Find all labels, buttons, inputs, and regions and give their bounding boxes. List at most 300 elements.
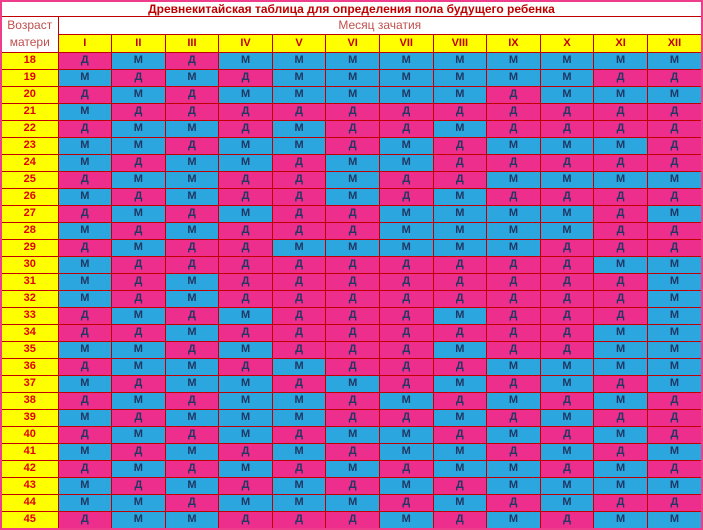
gender-cell-girl: Д xyxy=(540,426,594,443)
gender-cell-girl: Д xyxy=(540,511,594,528)
age-cell: 26 xyxy=(2,188,58,205)
gender-cell-boy: М xyxy=(540,69,594,86)
gender-cell-girl: Д xyxy=(326,324,380,341)
gender-cell-boy: М xyxy=(433,120,487,137)
gender-cell-girl: Д xyxy=(594,443,648,460)
age-cell: 32 xyxy=(2,290,58,307)
gender-cell-boy: М xyxy=(219,307,273,324)
gender-cell-boy: М xyxy=(540,222,594,239)
gender-cell-girl: Д xyxy=(58,86,112,103)
gender-cell-girl: Д xyxy=(594,188,648,205)
table-row-age-39 xyxy=(2,409,701,426)
gender-cell-boy: М xyxy=(647,375,701,392)
gender-cell-boy: М xyxy=(58,69,112,86)
month-header-6: VI xyxy=(326,34,380,52)
gender-cell-girl: Д xyxy=(540,256,594,273)
gender-cell-girl: Д xyxy=(433,137,487,154)
gender-cell-boy: М xyxy=(433,494,487,511)
gender-cell-girl: Д xyxy=(112,69,166,86)
gender-cell-boy: М xyxy=(58,477,112,494)
age-cell: 44 xyxy=(2,494,58,511)
gender-cell-boy: М xyxy=(219,52,273,69)
table-row-age-26 xyxy=(2,188,701,205)
gender-cell-boy: М xyxy=(326,171,380,188)
gender-cell-boy: М xyxy=(647,511,701,528)
gender-cell-girl: Д xyxy=(272,205,326,222)
gender-cell-girl: Д xyxy=(272,256,326,273)
gender-cell-girl: Д xyxy=(433,324,487,341)
corner-header-line1: Возраст xyxy=(7,18,53,32)
gender-cell-girl: Д xyxy=(379,324,433,341)
gender-cell-boy: М xyxy=(326,69,380,86)
age-cell: 19 xyxy=(2,69,58,86)
gender-cell-boy: М xyxy=(326,239,380,256)
gender-cell-girl: Д xyxy=(165,426,219,443)
gender-cell-boy: М xyxy=(272,443,326,460)
gender-cell-boy: М xyxy=(647,273,701,290)
gender-cell-boy: М xyxy=(487,239,541,256)
gender-cell-girl: Д xyxy=(219,273,273,290)
gender-cell-girl: Д xyxy=(219,477,273,494)
gender-cell-girl: Д xyxy=(326,443,380,460)
age-cell: 39 xyxy=(2,409,58,426)
age-cell: 42 xyxy=(2,460,58,477)
table-row-age-43 xyxy=(2,477,701,494)
gender-cell-girl: Д xyxy=(379,290,433,307)
age-cell: 24 xyxy=(2,154,58,171)
age-cell: 34 xyxy=(2,324,58,341)
gender-cell-girl: Д xyxy=(379,171,433,188)
gender-cell-boy: М xyxy=(219,375,273,392)
age-cell: 20 xyxy=(2,86,58,103)
gender-cell-boy: М xyxy=(379,443,433,460)
gender-cell-girl: Д xyxy=(165,103,219,120)
age-cell: 30 xyxy=(2,256,58,273)
table-row-age-28 xyxy=(2,222,701,239)
table-row-age-20 xyxy=(2,86,701,103)
gender-cell-boy: М xyxy=(272,86,326,103)
gender-cell-girl: Д xyxy=(379,307,433,324)
gender-cell-girl: Д xyxy=(219,171,273,188)
gender-cell-girl: Д xyxy=(647,494,701,511)
gender-cell-boy: М xyxy=(433,222,487,239)
gender-cell-girl: Д xyxy=(379,341,433,358)
gender-cell-girl: Д xyxy=(647,103,701,120)
gender-cell-girl: Д xyxy=(58,324,112,341)
gender-cell-girl: Д xyxy=(58,171,112,188)
gender-cell-boy: М xyxy=(165,120,219,137)
gender-cell-boy: М xyxy=(165,324,219,341)
gender-cell-boy: М xyxy=(647,341,701,358)
gender-cell-boy: М xyxy=(540,86,594,103)
gender-cell-boy: М xyxy=(112,341,166,358)
gender-cell-girl: Д xyxy=(594,409,648,426)
gender-cell-boy: М xyxy=(647,205,701,222)
gender-cell-girl: Д xyxy=(219,443,273,460)
gender-cell-girl: Д xyxy=(165,137,219,154)
gender-cell-girl: Д xyxy=(540,460,594,477)
gender-cell-girl: Д xyxy=(58,52,112,69)
month-header-9: IX xyxy=(487,34,541,52)
gender-cell-boy: М xyxy=(594,86,648,103)
gender-cell-girl: Д xyxy=(272,188,326,205)
gender-cell-boy: М xyxy=(433,205,487,222)
gender-cell-girl: Д xyxy=(379,188,433,205)
gender-cell-boy: М xyxy=(272,137,326,154)
gender-cell-boy: М xyxy=(112,137,166,154)
gender-cell-boy: М xyxy=(326,494,380,511)
gender-cell-boy: М xyxy=(112,52,166,69)
gender-cell-girl: Д xyxy=(540,392,594,409)
gender-cell-girl: Д xyxy=(647,137,701,154)
gender-cell-girl: Д xyxy=(272,426,326,443)
gender-cell-girl: Д xyxy=(379,256,433,273)
gender-cell-boy: М xyxy=(594,341,648,358)
gender-cell-girl: Д xyxy=(540,290,594,307)
gender-cell-girl: Д xyxy=(487,86,541,103)
gender-cell-girl: Д xyxy=(326,477,380,494)
gender-cell-girl: Д xyxy=(58,460,112,477)
gender-cell-boy: М xyxy=(326,426,380,443)
gender-cell-boy: М xyxy=(647,290,701,307)
gender-cell-boy: М xyxy=(165,477,219,494)
gender-cell-girl: Д xyxy=(487,273,541,290)
table-row-age-32 xyxy=(2,290,701,307)
gender-cell-girl: Д xyxy=(272,290,326,307)
gender-cell-girl: Д xyxy=(379,409,433,426)
gender-cell-boy: М xyxy=(112,171,166,188)
gender-cell-boy: М xyxy=(647,256,701,273)
gender-cell-boy: М xyxy=(487,426,541,443)
gender-cell-girl: Д xyxy=(219,188,273,205)
gender-cell-boy: М xyxy=(219,494,273,511)
gender-cell-boy: М xyxy=(540,137,594,154)
gender-cell-girl: Д xyxy=(58,392,112,409)
gender-cell-boy: М xyxy=(112,511,166,528)
gender-cell-boy: М xyxy=(219,137,273,154)
gender-cell-girl: Д xyxy=(647,69,701,86)
gender-cell-girl: Д xyxy=(326,256,380,273)
gender-cell-girl: Д xyxy=(487,188,541,205)
gender-cell-boy: М xyxy=(272,69,326,86)
month-header-1: I xyxy=(58,34,112,52)
gender-cell-girl: Д xyxy=(379,375,433,392)
gender-cell-boy: М xyxy=(165,171,219,188)
gender-cell-girl: Д xyxy=(487,307,541,324)
gender-cell-boy: М xyxy=(540,52,594,69)
gender-cell-girl: Д xyxy=(58,205,112,222)
gender-cell-boy: М xyxy=(540,171,594,188)
gender-cell-boy: М xyxy=(540,409,594,426)
gender-cell-girl: Д xyxy=(540,307,594,324)
table-row-age-41 xyxy=(2,443,701,460)
gender-cell-girl: Д xyxy=(272,375,326,392)
gender-cell-boy: М xyxy=(647,52,701,69)
gender-cell-girl: Д xyxy=(433,392,487,409)
gender-cell-boy: М xyxy=(487,511,541,528)
gender-cell-boy: М xyxy=(487,222,541,239)
gender-cell-girl: Д xyxy=(594,494,648,511)
gender-cell-boy: М xyxy=(487,171,541,188)
gender-cell-boy: М xyxy=(326,375,380,392)
gender-cell-boy: М xyxy=(647,443,701,460)
gender-cell-girl: Д xyxy=(112,256,166,273)
table-row-age-33 xyxy=(2,307,701,324)
gender-cell-girl: Д xyxy=(165,341,219,358)
age-cell: 27 xyxy=(2,205,58,222)
gender-cell-girl: Д xyxy=(647,392,701,409)
gender-cell-girl: Д xyxy=(326,511,380,528)
gender-cell-boy: М xyxy=(594,52,648,69)
gender-cell-girl: Д xyxy=(165,86,219,103)
age-cell: 35 xyxy=(2,341,58,358)
gender-cell-girl: Д xyxy=(379,460,433,477)
gender-cell-boy: М xyxy=(379,477,433,494)
gender-cell-girl: Д xyxy=(326,341,380,358)
gender-cell-boy: М xyxy=(165,290,219,307)
table-row-age-36 xyxy=(2,358,701,375)
gender-cell-girl: Д xyxy=(540,341,594,358)
gender-cell-boy: М xyxy=(487,358,541,375)
gender-cell-girl: Д xyxy=(219,69,273,86)
gender-cell-boy: М xyxy=(219,341,273,358)
month-header-7: VII xyxy=(379,34,433,52)
gender-cell-girl: Д xyxy=(647,120,701,137)
gender-cell-boy: М xyxy=(433,86,487,103)
gender-cell-boy: М xyxy=(326,52,380,69)
corner-header-mother-age xyxy=(2,16,58,52)
gender-cell-girl: Д xyxy=(219,222,273,239)
gender-cell-girl: Д xyxy=(647,460,701,477)
gender-cell-boy: М xyxy=(112,358,166,375)
gender-cell-girl: Д xyxy=(272,154,326,171)
gender-cell-boy: М xyxy=(433,409,487,426)
gender-cell-girl: Д xyxy=(58,358,112,375)
gender-cell-boy: М xyxy=(433,188,487,205)
table-row-age-30 xyxy=(2,256,701,273)
table-row-age-23 xyxy=(2,137,701,154)
gender-cell-girl: Д xyxy=(379,273,433,290)
age-cell: 18 xyxy=(2,52,58,69)
gender-cell-girl: Д xyxy=(540,120,594,137)
gender-cell-boy: М xyxy=(165,511,219,528)
gender-cell-girl: Д xyxy=(487,375,541,392)
gender-cell-boy: М xyxy=(165,375,219,392)
table-row-age-37 xyxy=(2,375,701,392)
gender-cell-boy: М xyxy=(58,443,112,460)
gender-cell-boy: М xyxy=(58,103,112,120)
gender-cell-girl: Д xyxy=(594,307,648,324)
gender-cell-boy: М xyxy=(272,52,326,69)
gender-cell-girl: Д xyxy=(58,511,112,528)
table-row-age-38 xyxy=(2,392,701,409)
gender-cell-girl: Д xyxy=(540,324,594,341)
gender-cell-boy: М xyxy=(112,120,166,137)
gender-cell-girl: Д xyxy=(487,443,541,460)
table-row-age-40 xyxy=(2,426,701,443)
gender-cell-boy: М xyxy=(379,511,433,528)
gender-cell-boy: М xyxy=(58,341,112,358)
gender-cell-girl: Д xyxy=(112,154,166,171)
gender-cell-boy: М xyxy=(272,409,326,426)
gender-cell-boy: М xyxy=(165,273,219,290)
gender-cell-girl: Д xyxy=(272,511,326,528)
gender-cell-girl: Д xyxy=(594,239,648,256)
gender-cell-boy: М xyxy=(647,358,701,375)
gender-cell-girl: Д xyxy=(487,494,541,511)
gender-cell-girl: Д xyxy=(326,137,380,154)
table-row-age-44 xyxy=(2,494,701,511)
gender-cell-girl: Д xyxy=(433,477,487,494)
age-cell: 21 xyxy=(2,103,58,120)
gender-cell-boy: М xyxy=(379,86,433,103)
gender-cell-boy: М xyxy=(112,205,166,222)
gender-cell-boy: М xyxy=(58,409,112,426)
gender-cell-girl: Д xyxy=(647,426,701,443)
gender-cell-boy: М xyxy=(379,222,433,239)
gender-cell-boy: М xyxy=(165,222,219,239)
gender-cell-girl: Д xyxy=(326,222,380,239)
gender-cell-girl: Д xyxy=(112,103,166,120)
gender-cell-boy: М xyxy=(647,477,701,494)
gender-cell-boy: М xyxy=(433,69,487,86)
gender-cell-girl: Д xyxy=(433,256,487,273)
gender-cell-boy: М xyxy=(58,494,112,511)
gender-cell-boy: М xyxy=(487,477,541,494)
gender-cell-boy: М xyxy=(487,69,541,86)
gender-cell-girl: Д xyxy=(219,290,273,307)
gender-cell-girl: Д xyxy=(647,239,701,256)
gender-cell-girl: Д xyxy=(594,69,648,86)
month-header-4: IV xyxy=(219,34,273,52)
gender-cell-boy: М xyxy=(379,137,433,154)
age-cell: 33 xyxy=(2,307,58,324)
gender-cell-boy: М xyxy=(433,460,487,477)
gender-cell-boy: М xyxy=(58,154,112,171)
gender-cell-girl: Д xyxy=(165,52,219,69)
gender-cell-boy: М xyxy=(594,426,648,443)
age-cell: 43 xyxy=(2,477,58,494)
gender-cell-boy: М xyxy=(112,307,166,324)
gender-cell-girl: Д xyxy=(594,273,648,290)
month-header-5: V xyxy=(272,34,326,52)
age-cell: 45 xyxy=(2,511,58,528)
gender-cell-girl: Д xyxy=(112,443,166,460)
gender-cell-girl: Д xyxy=(219,324,273,341)
gender-cell-boy: М xyxy=(594,392,648,409)
gender-cell-girl: Д xyxy=(165,307,219,324)
gender-cell-girl: Д xyxy=(272,222,326,239)
gender-cell-boy: М xyxy=(219,154,273,171)
gender-cell-boy: М xyxy=(326,460,380,477)
table-row-age-42 xyxy=(2,460,701,477)
gender-cell-girl: Д xyxy=(647,222,701,239)
age-cell: 23 xyxy=(2,137,58,154)
gender-cell-boy: М xyxy=(379,239,433,256)
gender-cell-girl: Д xyxy=(272,103,326,120)
gender-cell-girl: Д xyxy=(379,358,433,375)
gender-cell-boy: М xyxy=(540,477,594,494)
gender-cell-boy: М xyxy=(540,494,594,511)
gender-cell-girl: Д xyxy=(326,290,380,307)
gender-cell-girl: Д xyxy=(326,103,380,120)
gender-cell-boy: М xyxy=(112,460,166,477)
gender-cell-boy: М xyxy=(594,511,648,528)
gender-cell-boy: М xyxy=(58,290,112,307)
page-title: Древнекитайская таблица для определения пола будущего ребенка xyxy=(2,2,701,16)
gender-cell-girl: Д xyxy=(272,324,326,341)
table-row-age-22 xyxy=(2,120,701,137)
gender-cell-girl: Д xyxy=(165,460,219,477)
gender-cell-boy: М xyxy=(594,477,648,494)
gender-cell-girl: Д xyxy=(112,222,166,239)
gender-cell-girl: Д xyxy=(540,273,594,290)
gender-cell-girl: Д xyxy=(165,239,219,256)
gender-cell-boy: М xyxy=(647,324,701,341)
gender-cell-boy: М xyxy=(487,460,541,477)
gender-cell-girl: Д xyxy=(272,460,326,477)
gender-cell-girl: Д xyxy=(540,188,594,205)
gender-cell-boy: М xyxy=(379,426,433,443)
gender-cell-girl: Д xyxy=(326,273,380,290)
gender-cell-boy: М xyxy=(219,392,273,409)
gender-cell-boy: М xyxy=(487,205,541,222)
gender-cell-boy: М xyxy=(272,239,326,256)
table-row-age-18 xyxy=(2,52,701,69)
gender-cell-girl: Д xyxy=(272,171,326,188)
gender-cell-boy: М xyxy=(112,392,166,409)
gender-cell-girl: Д xyxy=(594,375,648,392)
gender-cell-girl: Д xyxy=(540,103,594,120)
age-cell: 37 xyxy=(2,375,58,392)
gender-cell-girl: Д xyxy=(433,171,487,188)
gender-cell-girl: Д xyxy=(594,120,648,137)
gender-cell-girl: Д xyxy=(326,409,380,426)
gender-cell-boy: М xyxy=(594,256,648,273)
gender-cell-boy: М xyxy=(165,188,219,205)
gender-cell-boy: М xyxy=(326,154,380,171)
table-row-age-34 xyxy=(2,324,701,341)
gender-cell-girl: Д xyxy=(433,290,487,307)
gender-cell-girl: Д xyxy=(219,239,273,256)
gender-cell-boy: М xyxy=(112,86,166,103)
gender-cell-boy: М xyxy=(594,171,648,188)
gender-cell-girl: Д xyxy=(219,511,273,528)
gender-cell-girl: Д xyxy=(219,120,273,137)
gender-cell-girl: Д xyxy=(487,256,541,273)
gender-cell-boy: М xyxy=(165,443,219,460)
table-row-age-29 xyxy=(2,239,701,256)
gender-cell-girl: Д xyxy=(219,358,273,375)
gender-cell-boy: М xyxy=(219,409,273,426)
gender-cell-girl: Д xyxy=(540,239,594,256)
gender-cell-boy: М xyxy=(272,477,326,494)
month-header-3: III xyxy=(165,34,219,52)
gender-cell-girl: Д xyxy=(433,511,487,528)
age-cell: 22 xyxy=(2,120,58,137)
gender-cell-girl: Д xyxy=(326,205,380,222)
gender-cell-girl: Д xyxy=(433,358,487,375)
gender-cell-girl: Д xyxy=(58,239,112,256)
gender-cell-boy: М xyxy=(326,188,380,205)
age-cell: 28 xyxy=(2,222,58,239)
gender-cell-boy: М xyxy=(487,52,541,69)
gender-cell-girl: Д xyxy=(112,273,166,290)
gender-cell-boy: М xyxy=(647,171,701,188)
gender-cell-boy: М xyxy=(165,69,219,86)
table-row-age-21 xyxy=(2,103,701,120)
month-header-2: II xyxy=(112,34,166,52)
